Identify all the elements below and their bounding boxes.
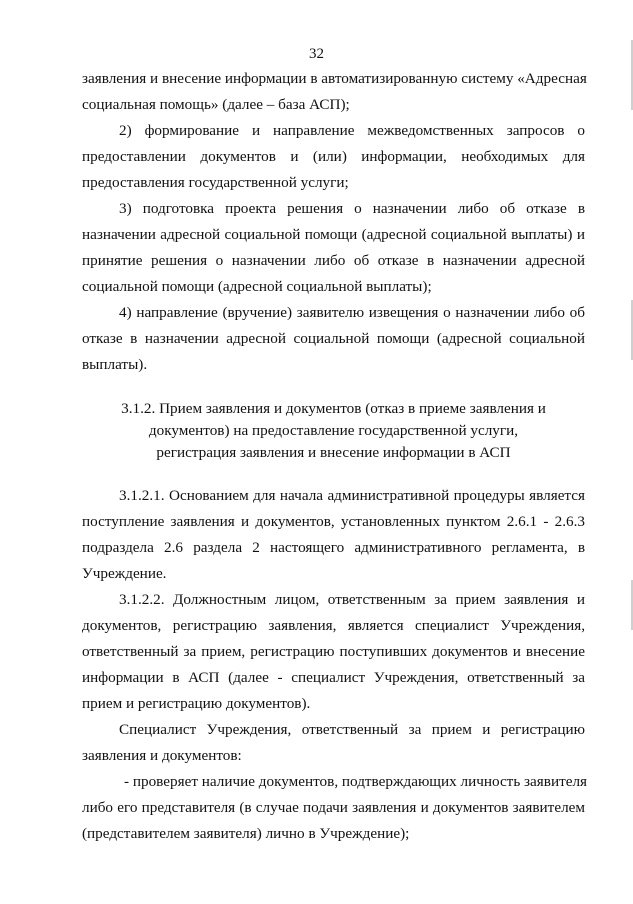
text-line: социальная помощь» (далее – база АСП); <box>82 96 350 113</box>
text-line: (представителем заявителя) лично в Учреждение); <box>82 825 410 842</box>
section-heading-line: 3.1.2. Прием заявления и документов (отказ в приеме заявления и <box>121 400 546 417</box>
text-line: Специалист Учреждения, ответственный за прием и регистрацию <box>119 721 585 738</box>
text-line: социальной помощи (адресной социальной выплаты); <box>82 278 432 295</box>
text-line: прием и регистрацию документов). <box>82 695 311 712</box>
text-line: предоставлении документов и (или) информации, необходимых для <box>82 148 585 165</box>
text-line: назначении адресной социальной помощи (адресной социальной выплаты) и <box>82 226 585 243</box>
text-line: ответственный за прием, регистрацию поступивших документов и внесение <box>82 643 585 660</box>
text-line: либо его представителя (в случае подачи заявления и документов заявителем <box>82 799 585 816</box>
text-line: 3.1.2.2. Должностным лицом, ответственным за прием заявления и <box>119 591 585 608</box>
text-line: выплаты). <box>82 356 148 373</box>
text-line: заявления и внесение информации в автоматизированную систему «Адресная <box>82 70 587 87</box>
text-line: документов, регистрацию заявления, является специалист Учреждения, <box>82 617 585 634</box>
text-line: принятие решения о назначении либо об отказе в назначении адресной <box>82 252 585 269</box>
text-line: заявления и документов: <box>82 747 242 764</box>
text-line: Учреждение. <box>82 565 167 582</box>
text-line: 2) формирование и направление межведомственных запросов о <box>119 122 585 139</box>
text-line: 4) направление (вручение) заявителю извещения о назначении либо об <box>119 304 585 321</box>
text-line: 3.1.2.1. Основанием для начала административной процедуры является <box>119 487 585 504</box>
text-line: - проверяет наличие документов, подтверждающих личность заявителя <box>124 773 588 790</box>
text-line: 3) подготовка проекта решения о назначении либо об отказе в <box>119 200 585 217</box>
text-line: поступление заявления и документов, установленных пунктом 2.6.1 - 2.6.3 <box>82 513 585 530</box>
section-heading-line: регистрация заявления и внесение информации в АСП <box>156 444 511 461</box>
section-heading-line: документов) на предоставление государственной услуги, <box>148 422 519 439</box>
text-line: отказе в назначении адресной социальной помощи (адресной социальной <box>82 330 585 347</box>
page-number: 32 <box>309 46 324 62</box>
text-line: предоставления государственной услуги; <box>82 174 349 191</box>
text-line: подраздела 2.6 раздела 2 настоящего административного регламента, в <box>82 539 585 556</box>
text-line: информации в АСП (далее - специалист Учреждения, ответственный за <box>82 669 585 686</box>
